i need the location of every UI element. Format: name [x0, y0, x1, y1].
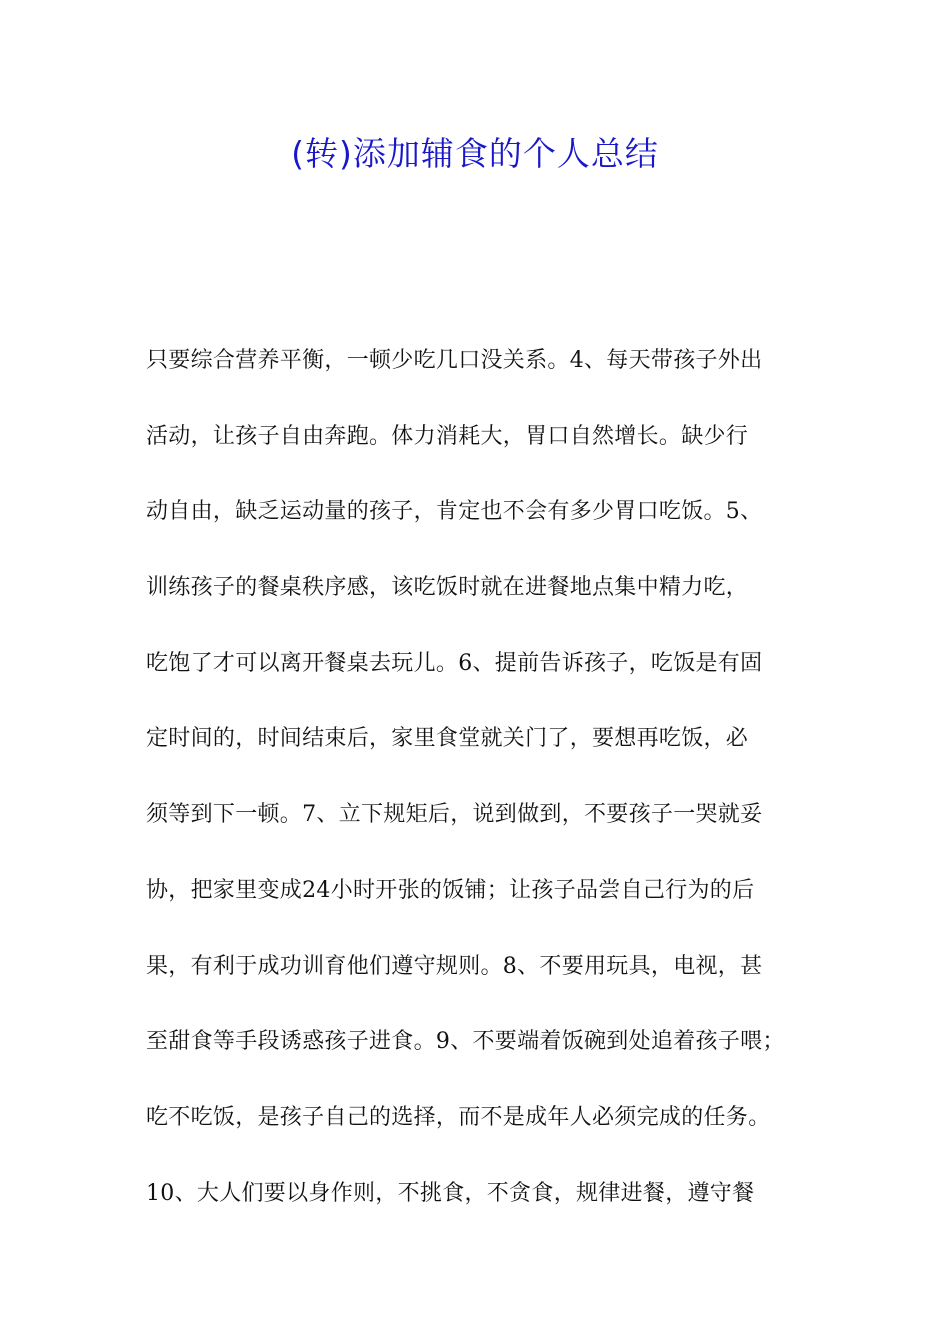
body-line: 吃不吃饭，是孩子自己的选择，而不是成年人必须完成的任务。 — [146, 1104, 771, 1130]
body-line: 训练孩子的餐桌秩序感，该吃饭时就在进餐地点集中精力吃， — [146, 575, 749, 601]
body-line: 至甜食等手段诱惑孩子进食。9、不要端着饭碗到处追着孩子喂； — [146, 1029, 785, 1055]
body-line: 动自由，缺乏运动量的孩子，肯定也不会有多少胃口吃饭。5、 — [146, 499, 763, 525]
document-body — [146, 336, 836, 1244]
body-line: 活动，让孩子自由奔跑。体力消耗大，胃口自然增长。缺少行 — [146, 423, 749, 449]
body-line: 吃饱了才可以离开餐桌去玩儿。6、提前告诉孩子，吃饭是有固 — [146, 650, 763, 676]
body-line: 定时间的，时间结束后，家里食堂就关门了，要想再吃饭，必 — [146, 726, 749, 752]
body-line: 只要综合营养平衡，一顿少吃几口没关系。4、每天带孩子外出 — [146, 348, 763, 373]
body-line: 协，把家里变成24小时开张的饭铺；让孩子品尝自己行为的后 — [146, 877, 755, 903]
body-line: 果，有利于成功训育他们遵守规则。8、不要用玩具，电视，甚 — [146, 953, 763, 979]
body-line: 须等到下一顿。7、立下规矩后，说到做到，不要孩子一哭就妥 — [146, 802, 763, 828]
document-title: (转)添加辅食的个人总结 — [291, 134, 659, 173]
body-line: 10、大人们要以身作则，不挑食，不贪食，规律进餐，遵守餐 — [146, 1180, 755, 1206]
